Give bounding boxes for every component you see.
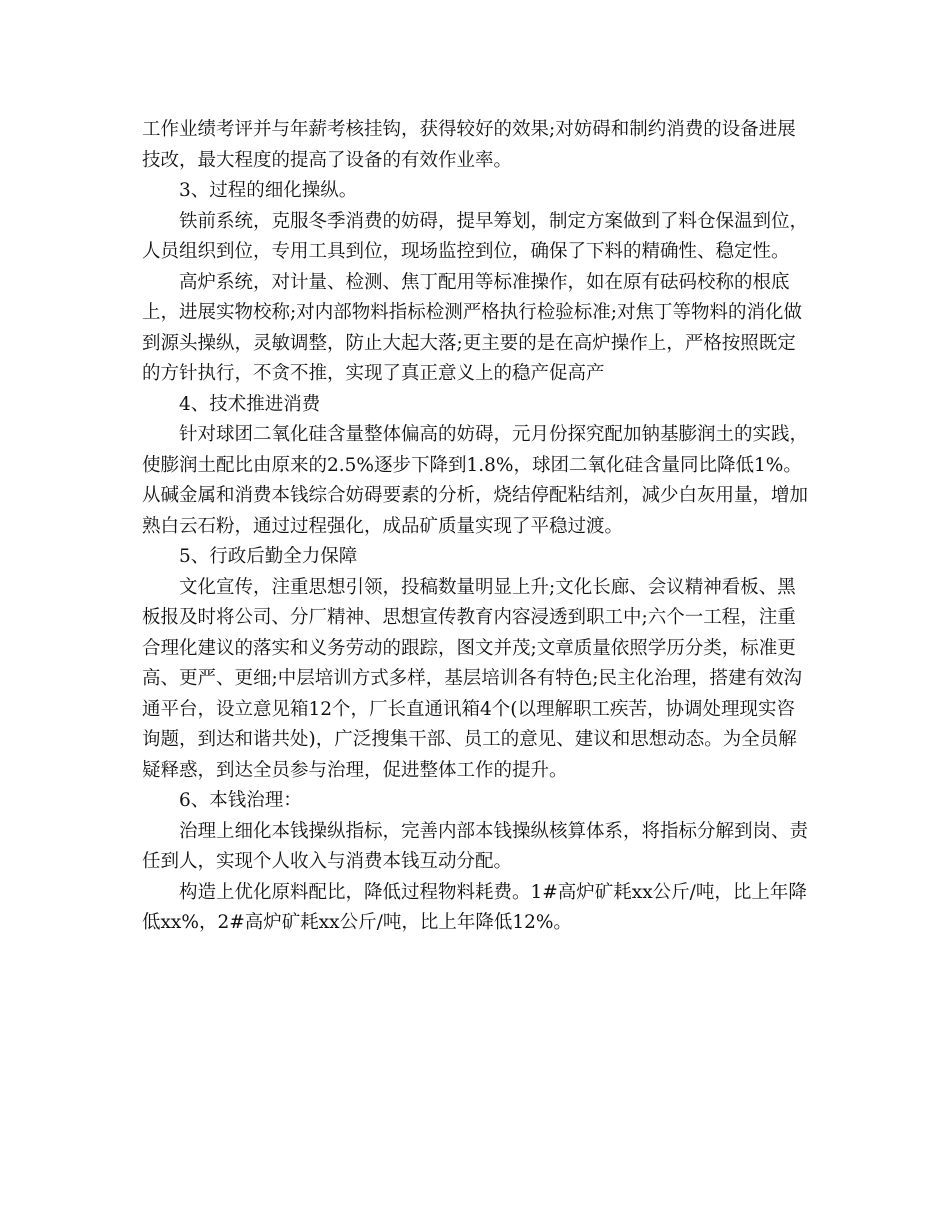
paragraph-iron-system: 铁前系统，克服冬季消费的妨碍，提早筹划，制定方案做到了料仓保温到位，人员组织到位，专用工具到位，现场监控到位，确保了下料的精确性、稳定性。: [142, 210, 809, 262]
section-heading-4: 4、技术推进消费: [179, 393, 321, 415]
paragraph-logistics: 文化宣传，注重思想引领，投稿数量明显上升;文化长廊、会议精神看板、黑板报及时将公司、分厂精神、思想宣传教育内容浸透到职工中;六个一工程，注重合理化建议的落实和义务劳动的跟踪，图文并茂;文章质量依照学历分类，标准更高、更严、更细;中层培训方式多样，基层培训各有特色;民主化治理，搭建有效沟通平台，设立意见箱12个，厂长直通讯箱4个(以理解职工疾苦，协调处理现实咨询题，到达和谐共处)，广泛搜集干部、员工的意见、建议和思想动态。为全员解疑释惑，到达全员参与治理，促进整体工作的提升。: [142, 576, 802, 781]
section-heading-3: 3、过程的细化操纵。: [179, 180, 358, 201]
section-heading-5: 5、行政后勤全力保障: [179, 546, 358, 567]
paragraph-cost-management: 治理上细化本钱操纵指标，完善内部本钱操纵核算体系，将指标分解到岗、责任到人，实现个人收入与消费本钱互动分配。: [142, 820, 809, 872]
paragraph-technology: 针对球团二氧化硅含量整体偏高的妨碍，元月份探究配加钠基膨润土的实践，使膨润土配比由原来的2.5%逐步下降到1.8%，球团二氧化硅含量同比降低1%。从碱金属和消费本钱综合妨碍要素的分析，烧结停配粘结剂，减少白灰用量，增加熟白云石粉，通过过程强化，成品矿质量实现了平稳过渡。: [142, 424, 809, 537]
section-heading-6: 6、本钱治理：: [179, 790, 302, 811]
paragraph-blast-furnace: 高炉系统，对计量、检测、焦丁配用等标准操作，如在原有砝码校称的根底上，进展实物校称;对内部物料指标检测严格执行检验标准;对焦丁等物料的消化做到源头操纵，灵敏调整，防止大起大落;更主要的是在高炉操作上，严格按照既定的方针执行，不贪不推，实现了真正意义上的稳产促高产: [142, 271, 802, 384]
document-page: [142, 115, 810, 939]
paragraph-continuation: 工作业绩考评并与年薪考核挂钩，获得较好的效果;对妨碍和制约消费的设备进展技改，最大程度的提高了设备的有效作业率。: [142, 119, 796, 171]
paragraph-raw-material: 构造上优化原料配比，降低过程物料耗费。1#高炉矿耗xx公斤/吨，比上年降低xx%，2#高炉矿耗xx公斤/吨，比上年降低12%。: [142, 881, 807, 933]
